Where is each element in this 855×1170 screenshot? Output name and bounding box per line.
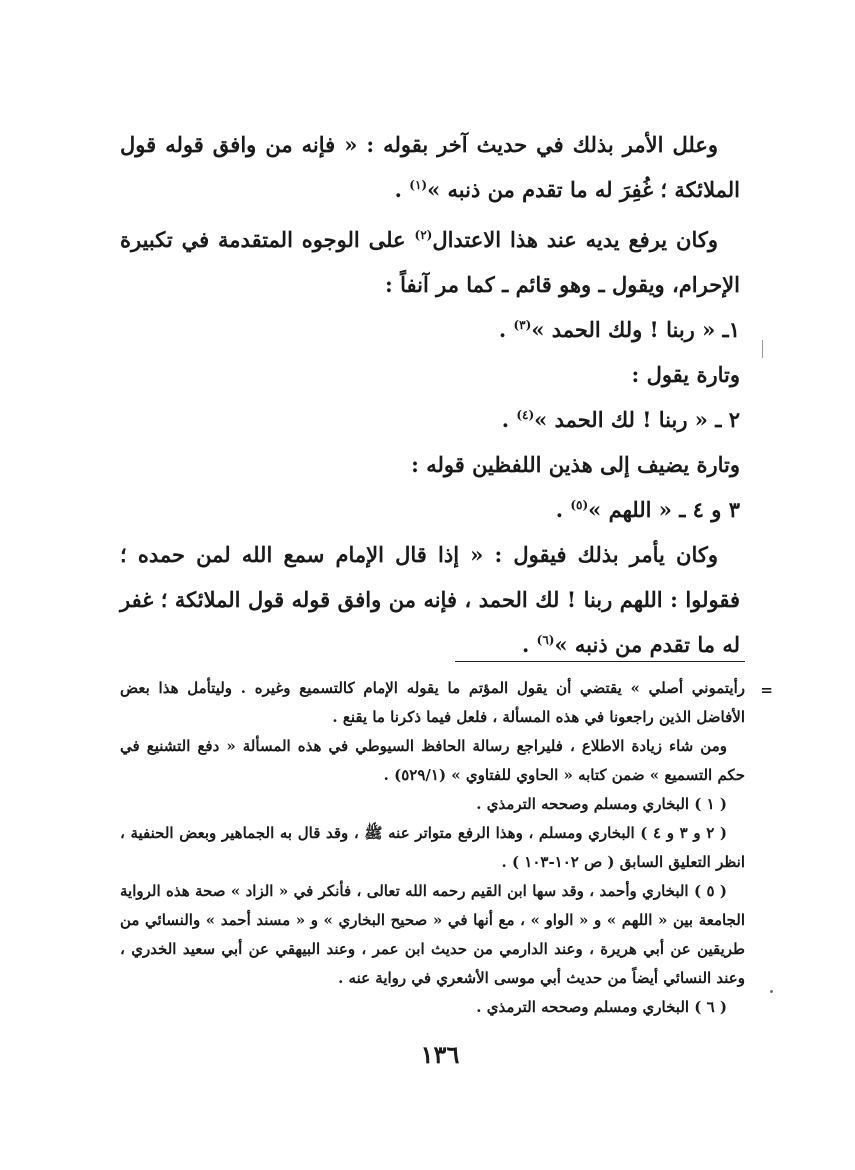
footnote-ref-6[interactable]: (٦) [536, 633, 555, 647]
paragraph-1-text: وعلل الأمر بذلك في حديث آخر بقوله : « فإنه من وافق قوله قول الملائكة ؛ غُفِرَ له ما تقدم من ذنبه » [120, 132, 740, 202]
footnote-2-3-4 [120, 819, 745, 877]
footnote-2-3-4-text: ( ٢ و ٣ و ٤ ) البخاري ومسلم ، وهذا الرفع متواتر عنه ﷺ ، وقد قال به الجماهير وبعض الحنفية ، انظر التعليق السابق ( ص ١٠٢-١٠٣ ) . [120, 824, 745, 871]
item-3-end: . [501, 407, 517, 432]
item-5-text: ٣ و ٤ ـ « اللهم » [588, 497, 740, 522]
paragraph-2 [120, 217, 740, 307]
paragraph-3-text: وكان يأمر بذلك فيقول : « إذا قال الإمام سمع الله لمن حمده ؛ فقولوا : اللهم ربنا ! لك الحمد ، فإنه من وافق قوله قول الملائكة ؛ غفر له ما تقدم من ذنبه » [120, 542, 740, 657]
paragraph-1-end: . [394, 177, 410, 202]
paragraph-2-text: وكان يرفع يديه عند هذا الاعتدال [432, 227, 718, 252]
item-1-text: ١ـ « ربنا ! ولك الحمد » [531, 317, 740, 342]
main-text [120, 122, 740, 667]
item-1-end: . [498, 317, 514, 342]
footnote-ref-3[interactable]: (٣) [513, 318, 532, 332]
footnote-ref-2[interactable]: (٢) [414, 228, 433, 242]
footnote-1 [120, 790, 745, 819]
footnote-separator [455, 661, 745, 662]
footnote-5-text: ( ٥ ) البخاري وأحمد ، وقد سها ابن القيم رحمه الله تعالى ، فأنكر في « الزاد » صحة هذه الرواية الجامعة بين « اللهم » و « الواو » ، مع أنها في « صحيح البخاري » و « مسند أحمد » والنسائي من طريقين عن أبي هريرة ، وعند الدارمي من حديث ابن عمر ، وعند البيهقي عن أبي سعيد الخدري ، وعند النسائي أيضاً من حديث أبي موسى الأشعري في رواية عنه . [120, 882, 745, 987]
footnote-extra-text: ومن شاء زيادة الاطلاع ، فليراجع رسالة الحافظ السيوطي في هذه المسألة « دفع التشنيع في حكم التسميع » ضمن كتابه « الحاوي للفتاوي » (٥٢٩/١) . [120, 737, 745, 784]
footnote-ref-5[interactable]: (٥) [570, 498, 589, 512]
margin-mark [762, 340, 763, 358]
paragraph-3 [120, 532, 740, 667]
footnotes [120, 674, 773, 1022]
page-number: ١٣٦ [420, 1040, 460, 1069]
paragraph-1 [120, 122, 740, 212]
item-3-text: ٢ ـ « ربنا ! لك الحمد » [534, 407, 740, 432]
item-2-text: وتارة يقول : [631, 362, 740, 387]
footnote-6-text: ( ٦ ) البخاري ومسلم وصححه الترمذي . [476, 998, 727, 1016]
footnote-5 [120, 877, 745, 993]
list-item [120, 397, 740, 442]
footnote-extra [120, 732, 745, 790]
item-5-end: . [555, 497, 571, 522]
list-item [120, 307, 740, 352]
footnote-continuation-text: رأيتموني أصلي » يقتضي أن يقول المؤتم ما يقوله الإمام كالتسميع وغيره . وليتأمل هذا بعض الأفاضل الذين راجعونا في هذه المسألة ، فلعل فيما ذكرنا ما يقنع . [120, 679, 745, 726]
list-item [120, 442, 740, 487]
item-4-text: وتارة يضيف إلى هذين اللفظين قوله : [411, 452, 740, 477]
footnote-continuation [120, 674, 773, 732]
continuation-mark: = [760, 681, 773, 699]
list-item [120, 487, 740, 532]
margin-dot [770, 990, 773, 993]
footnote-6 [120, 993, 745, 1022]
list-item [120, 352, 740, 397]
footnote-ref-4[interactable]: (٤) [516, 408, 535, 422]
paragraph-3-end: . [522, 632, 537, 657]
paragraph-2-end: على الوجوه المتقدمة في تكبيرة الإحرام، ويقول ـ وهو قائم ـ كما مر آنفاً : [120, 227, 740, 297]
footnote-1-text: ( ١ ) البخاري ومسلم وصححه الترمذي . [476, 795, 727, 813]
footnote-ref-1[interactable]: (١) [409, 178, 428, 192]
